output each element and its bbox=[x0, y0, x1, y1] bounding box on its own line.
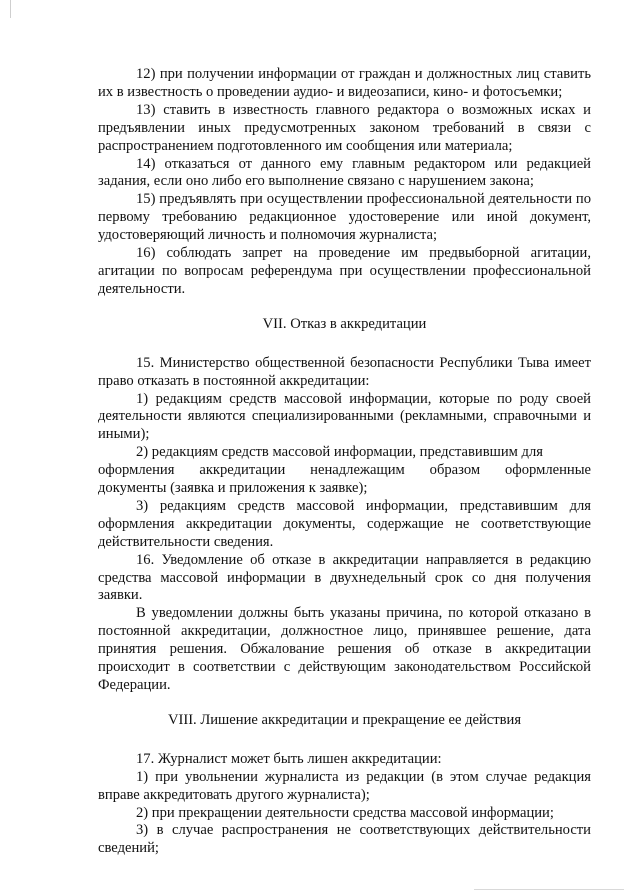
paragraph-17: 17. Журналист может быть лишен аккредитации: bbox=[136, 750, 442, 767]
paragraph-15-item-2-line-1: 2) редакциям средств массовой информации, представившим для bbox=[136, 444, 543, 461]
paragraph-17-item-1: 1) при увольнении журналиста из редакции (в этом случае редакция вправе аккредитовать другого журналиста); bbox=[98, 768, 591, 803]
word: образом bbox=[429, 462, 481, 479]
paragraph-16-notice: В уведомлении должны быть указаны причина, по которой отказано в постоянной аккредитации, должностное лицо, принявшее решение, дата принятия решения. Обжалование решения об отказе в аккредитации происходит в соответствии с действующим законодательством Российской Федерации. bbox=[98, 605, 591, 693]
section-8-body bbox=[98, 751, 591, 858]
paragraph-15-item-3: 3) редакциям средств массовой информации, представившим для оформления аккредитации документы, содержащие не соответствующие действительности сведения. bbox=[98, 497, 591, 550]
paragraph-17-item-2: 2) при прекращении деятельности средства массовой информации; bbox=[136, 804, 554, 821]
paragraph-15-item-2-line-2 bbox=[98, 462, 591, 480]
word: оформления bbox=[98, 462, 175, 479]
word: оформленные bbox=[504, 462, 591, 479]
paragraph-15: 15. Министерство общественной безопасности Республики Тыва имеет право отказать в постоянной аккредитации: bbox=[98, 354, 591, 389]
scan-artifact-bottom bbox=[474, 889, 624, 890]
paragraph-15-item-2-line-3: документы (заявка и приложения к заявке); bbox=[98, 480, 368, 497]
list-item-14: 14) отказаться от данного ему главным редактором или редакцией задания, если оно либо его выполнение связано с нарушением закона; bbox=[98, 155, 591, 190]
document-page bbox=[98, 66, 591, 858]
list-item-12: 12) при получении информации от граждан и должностных лиц ставить их в известность о проведении аудио- и видеозаписи, кино- и фотосъемки; bbox=[98, 66, 591, 100]
section-7-heading: VII. Отказ в аккредитации bbox=[262, 315, 427, 332]
list-item-16: 16) соблюдать запрет на проведение им предвыборной агитации, агитации по вопросам референдума при осуществлении профессиональной деятельности. bbox=[98, 245, 591, 297]
section-7-body bbox=[98, 355, 591, 695]
paragraph-15-item-1: 1) редакциям средств массовой информации, которые по роду своей деятельности являются специализированными (рекламными, справочными и иными); bbox=[98, 390, 591, 443]
paragraph-16: 16. Уведомление об отказе в аккредитации направляется в редакцию средства массовой информации в двухнедельный срок со дня получения заявки. bbox=[98, 551, 591, 604]
word: ненадлежащим bbox=[310, 462, 405, 479]
paragraph-17-item-3: 3) в случае распространения не соответствующих действительности сведений; bbox=[98, 822, 591, 857]
list-item-15: 15) предъявлять при осуществлении профессиональной деятельности по первому требованию редакционное удостоверение или иной документ, удостоверяющий личность и полномочия журналиста; bbox=[98, 191, 591, 244]
word: аккредитации bbox=[199, 462, 286, 479]
scan-artifact-top bbox=[10, 0, 11, 18]
list-item-13: 13) ставить в известность главного редактора о возможных исках и предъявлении иных предусмотренных законом требований в связи с распространением подготовленного им сообщения или материала; bbox=[98, 101, 591, 154]
section-8-heading: VIII. Лишение аккредитации и прекращение ее действия bbox=[167, 711, 522, 728]
paragraph-15-item-2 bbox=[98, 444, 591, 498]
